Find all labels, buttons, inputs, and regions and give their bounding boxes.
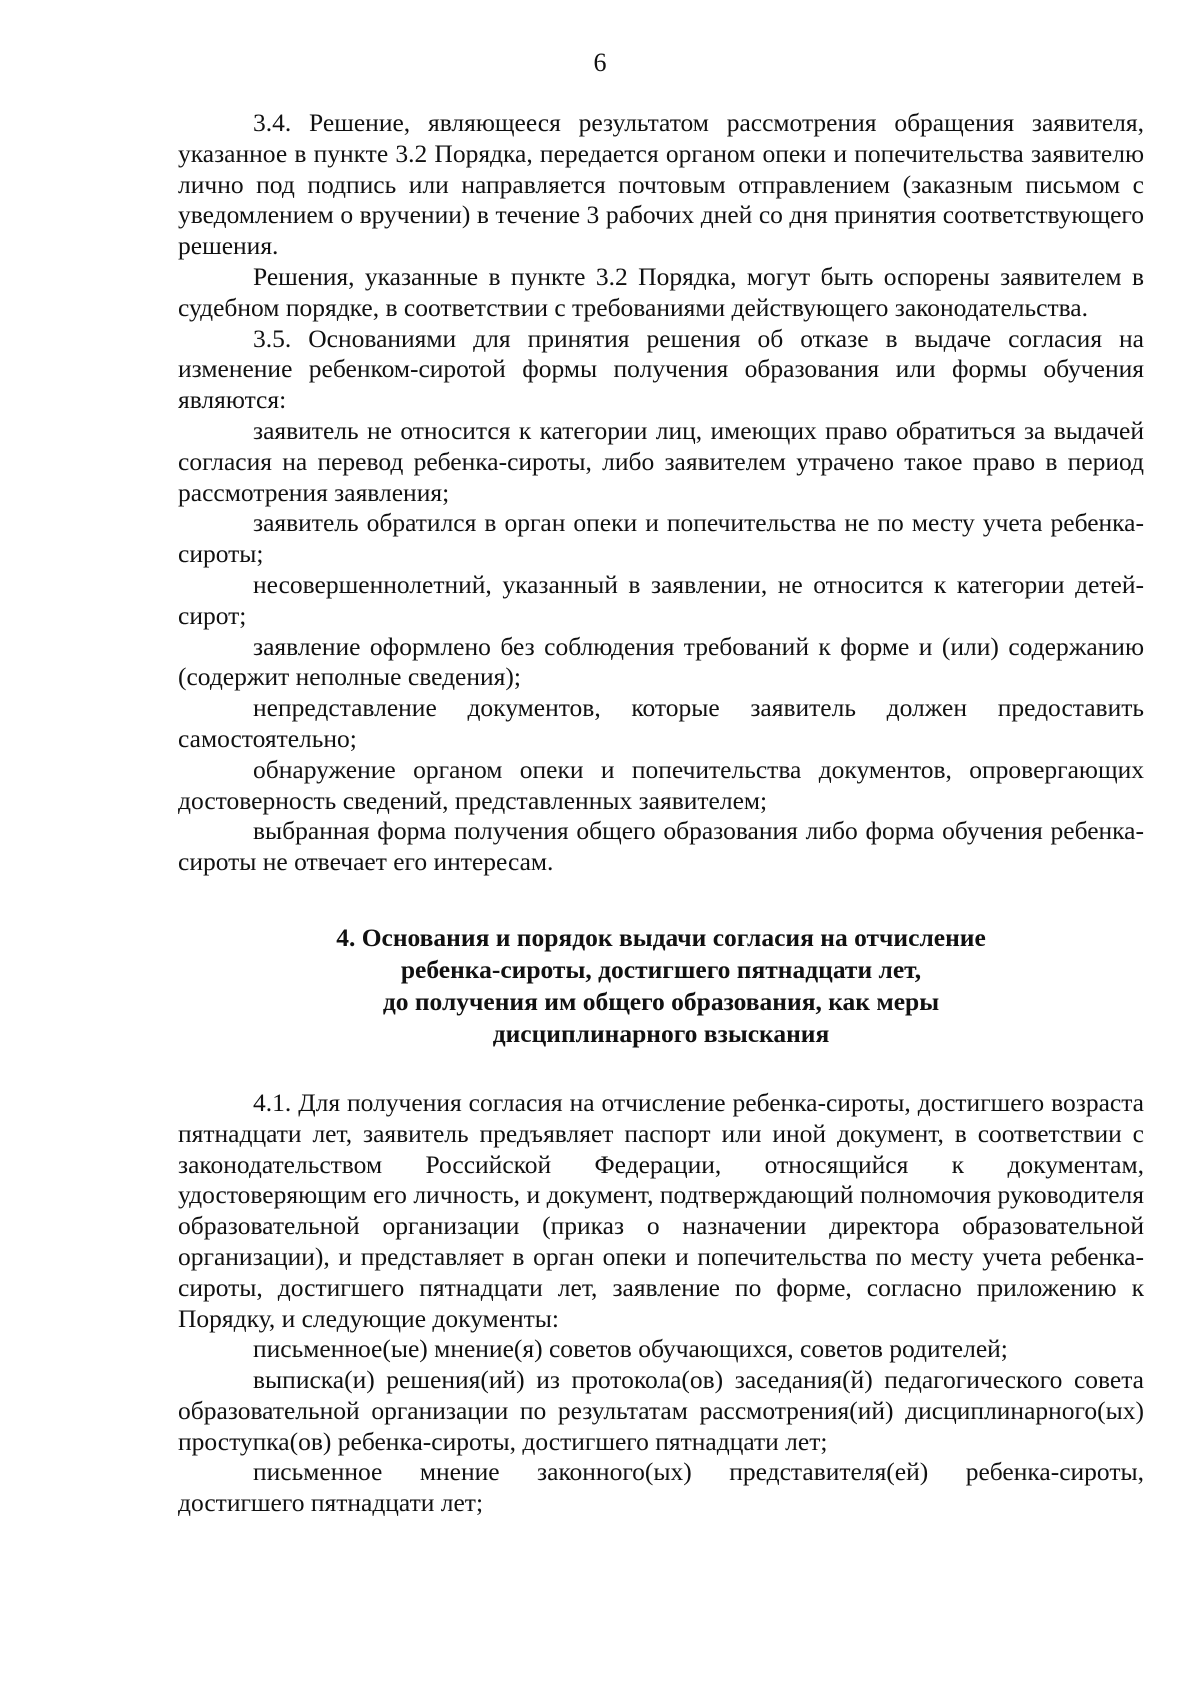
section-4-heading	[178, 922, 1144, 1050]
section-heading-line: ребенка-сироты, достигшего пятнадцати лет,	[400, 954, 922, 984]
refusal-ground-3: несовершеннолетний, указанный в заявлении, не относится к категории детей-сирот;	[178, 569, 1144, 630]
required-document-1: письменное(ые) мнение(я) советов обучающихся, советов родителей;	[253, 1334, 1008, 1364]
refusal-ground-6: обнаружение органом опеки и попечительства документов, опровергающих достоверность сведений, представленных заявителем;	[178, 754, 1144, 815]
refusal-ground-5: непредставление документов, которые заявитель должен предоставить самостоятельно;	[178, 693, 1144, 753]
section-heading-line: дисциплинарного взыскания	[492, 1018, 830, 1048]
required-document-2: выписка(и) решения(ий) из протокола(ов) заседания(й) педагогического совета образовательной организации по результатам рассмотрения(ий) дисциплинарного(ых) проступка(ов) ребенка-сироты, достигшего пятнадцати лет;	[178, 1365, 1144, 1456]
document-body	[178, 108, 1144, 1519]
paragraph-3-4: 3.4. Решение, являющееся результатом рассмотрения обращения заявителя, указанное в пункте 3.2 Порядка, передается органом опеки и попечительства заявителю лично под подпись или направляется почтовым отправлением (заказным письмом с уведомлением о вручении) в течение 3 рабочих дней со дня принятия соответствующего решения.	[178, 108, 1144, 261]
section-heading-line: 4. Основания и порядок выдачи согласия на отчисление	[336, 922, 986, 952]
required-document-3: письменное мнение законного(ых) представителя(ей) ребенка-сироты, достигшего пятнадцати лет;	[178, 1457, 1144, 1518]
refusal-ground-2: заявитель обратился в орган опеки и попечительства не по месту учета ребенка-сироты;	[178, 508, 1144, 569]
paragraph-appeal: Решения, указанные в пункте 3.2 Порядка, могут быть оспорены заявителем в судебном порядке, в соответствии с требованиями действующего законодательства.	[178, 261, 1144, 322]
refusal-ground-4: заявление оформлено без соблюдения требований к форме и (или) содержанию (содержит неполные сведения);	[178, 631, 1144, 692]
refusal-ground-1: заявитель не относится к категории лиц, имеющих право обратиться за выдачей согласия на перевод ребенка-сироты, либо заявителем утрачено такое право в период рассмотрения заявления;	[178, 415, 1144, 507]
refusal-ground-7: выбранная форма получения общего образования либо форма обучения ребенка-сироты не отвечает его интересам.	[178, 816, 1144, 877]
page-number: 6	[593, 48, 607, 77]
paragraph-3-5: 3.5. Основаниями для принятия решения об отказе в выдаче согласия на изменение ребенком-сиротой формы получения образования или формы обучения являются:	[178, 323, 1144, 415]
paragraph-4-1: 4.1. Для получения согласия на отчисление ребенка-сироты, достигшего возраста пятнадцати лет, заявитель предъявляет паспорт или иной документ, в соответствии с законодательством Российской Федерации, относящийся к документам, удостоверяющим его личность, и документ, подтверждающий полномочия руководителя образовательной организации (приказ о назначении директора образовательной организации), и представляет в орган опеки и попечительства по месту учета ребенка-сироты, достигшего пятнадцати лет, заявление по форме, согласно приложению к Порядку, и следующие документы:	[178, 1087, 1144, 1333]
section-heading-line: до получения им общего образования, как меры	[382, 986, 940, 1016]
